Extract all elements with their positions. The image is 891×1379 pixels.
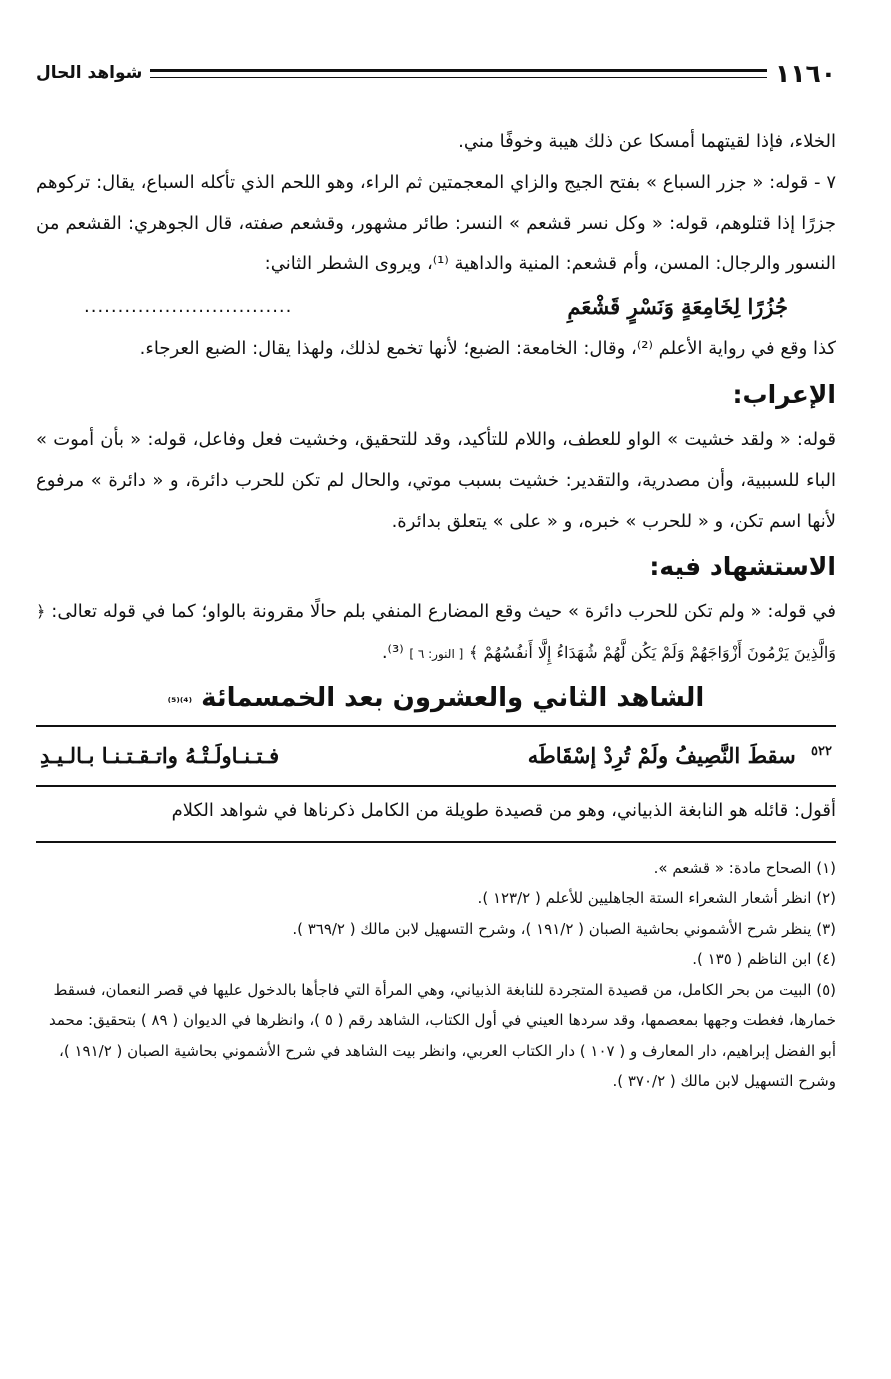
verse-half-text: جُزُرًا لِخَامِعَةٍ وَنَسْرٍ قَشْعَمِ <box>567 293 788 319</box>
footnote-2: (٢) انظر أشعار الشعراء الستة الجاهليين للأعلم ( ١٢٣/٢ ). <box>477 889 836 908</box>
running-title: شواهد الحال <box>36 63 143 83</box>
witness-heading <box>36 675 836 725</box>
istishhad-text: في قوله: « ولم تكن للحرب دائرة » حيث وقع المضارع المنفي بلم حالًا مقرونة بالواو؛ كما في قوله تعالى: <box>51 601 836 623</box>
header-rule <box>150 69 767 78</box>
footnote-5: (٥) البيت من بحر الكامل، من قصيدة المتجردة للنابغة الذبياني، وهي المرأة التي فاجأها بالدخول عليها في قصر النعمان، فسقط خمارها، فغطت وجهها بمعصمها، وقد سردها العيني في أول الكتاب، الشاهد رقم ( ٥ )، وانظرها في الديوان ( ٨٩ ) بتحقيق: محمد أبو الفضل إبراهيم، دار المعارف و ( ١٠٧ ) دار الكتاب العربي، وانظر بيت الشاهد في شرح الأشموني بحاشية الصبان ( ١٩١/٢ )، وشرح التسهيل لابن مالك ( ٣٧٠/٢ ). <box>49 980 836 1091</box>
quran-reference: [ النور: ٦ ] <box>409 647 464 662</box>
witness-verse-box <box>36 725 836 787</box>
heading-irab: الإعراب: <box>732 379 836 409</box>
book-page <box>36 58 836 1097</box>
heading-istishhad: الاستشهاد فيه: <box>649 552 836 582</box>
paragraph-khamia: كذا وقع في رواية الأعلم ⁽²⁾، وقال: الخامعة: الضبع؛ لأنها تخمع لذلك، ولهذا يقال: الضبع العرجاء. <box>139 338 836 360</box>
cited-half-verse <box>36 285 836 329</box>
quran-verse: ﴿ وَالَّذِينَ يَرْمُونَ أَزْوَاجَهُمْ وَلَمْ يَكُن لَّهُمْ شُهَدَاءُ إِلَّا أَنفُسُهُمْ ﴾ <box>36 602 836 663</box>
istishhad-note: ⁽³⁾. <box>381 642 404 664</box>
paragraph-istishhad <box>36 592 836 675</box>
page-number: ١١٦٠ <box>774 58 836 88</box>
verse-second-half: فـتـنـاولَـتْـهُ واتـقـتـنـا بـالـيـدِ <box>40 743 280 769</box>
attribution-line: أقول: قائله هو النابغة الذبياني، وهو من قصيدة طويلة من الكامل ذكرناها في شواهد الكلام <box>171 799 836 821</box>
paragraph-irab: قوله: « ولقد خشيت » الواو للعطف، واللام للتأكيد، وقد للتحقيق، وخشيت فعل وفاعل، قوله: « بأن أموت » الباء للسببية، وأن مصدرية، والتقدير: خشيت بسبب موتي، والحال لم تكن للحرب دائرة، و « دائرة » مرفوع لأنها اسم تكن، و « للحرب » خبره، و « على » يتعلق بدائرة. <box>36 428 836 532</box>
footnote-rule <box>36 841 836 843</box>
verse-first-half <box>528 743 832 768</box>
witness-notes: ⁽⁴⁾⁽⁵⁾ <box>167 694 193 709</box>
main-text <box>36 122 836 675</box>
page-header <box>36 58 836 88</box>
witness-number: ٥٢٢ <box>811 744 832 760</box>
continuation-line: الخلاء، فإذا لقيتهما أمسكا عن ذلك هيبة وخوفًا مني. <box>458 131 836 152</box>
footnote-1: (١) الصحاح مادة: « قشعم ». <box>653 858 836 877</box>
footnote-3: (٣) ينظر شرح الأشموني بحاشية الصبان ( ١٩١/٢ )، وشرح التسهيل لابن مالك ( ٣٦٩/٢ ). <box>292 919 836 938</box>
footnote-4: (٤) ابن الناظم ( ١٣٥ ). <box>692 950 836 969</box>
witness-title: الشاهد الثاني والعشرون بعد الخمسمائة <box>201 682 705 713</box>
footnotes <box>36 853 836 1097</box>
verse-first-half-text: سقطَ النَّصِيفُ ولَمْ تُرِدْ إسْقَاطَه <box>527 743 796 769</box>
paragraph-7: ٧ - قوله: « جزر السباع » بفتح الجيج والزاي المعجمتين ثم الراء، وهو اللحم الذي تأكله السباع، يقال: تركوهم جزرًا إذا قتلوهم، قوله: « وكل نسر قشعم » النسر: طائر مشهور، وقشعم صفته، قال الجوهري: القشعم من النسور والرجال: المسن، وأم قشعم: المنية والداهية ⁽¹⁾، ويروى الشطر الثاني: <box>36 171 836 275</box>
verse-ellipsis: ............................... <box>84 295 293 317</box>
